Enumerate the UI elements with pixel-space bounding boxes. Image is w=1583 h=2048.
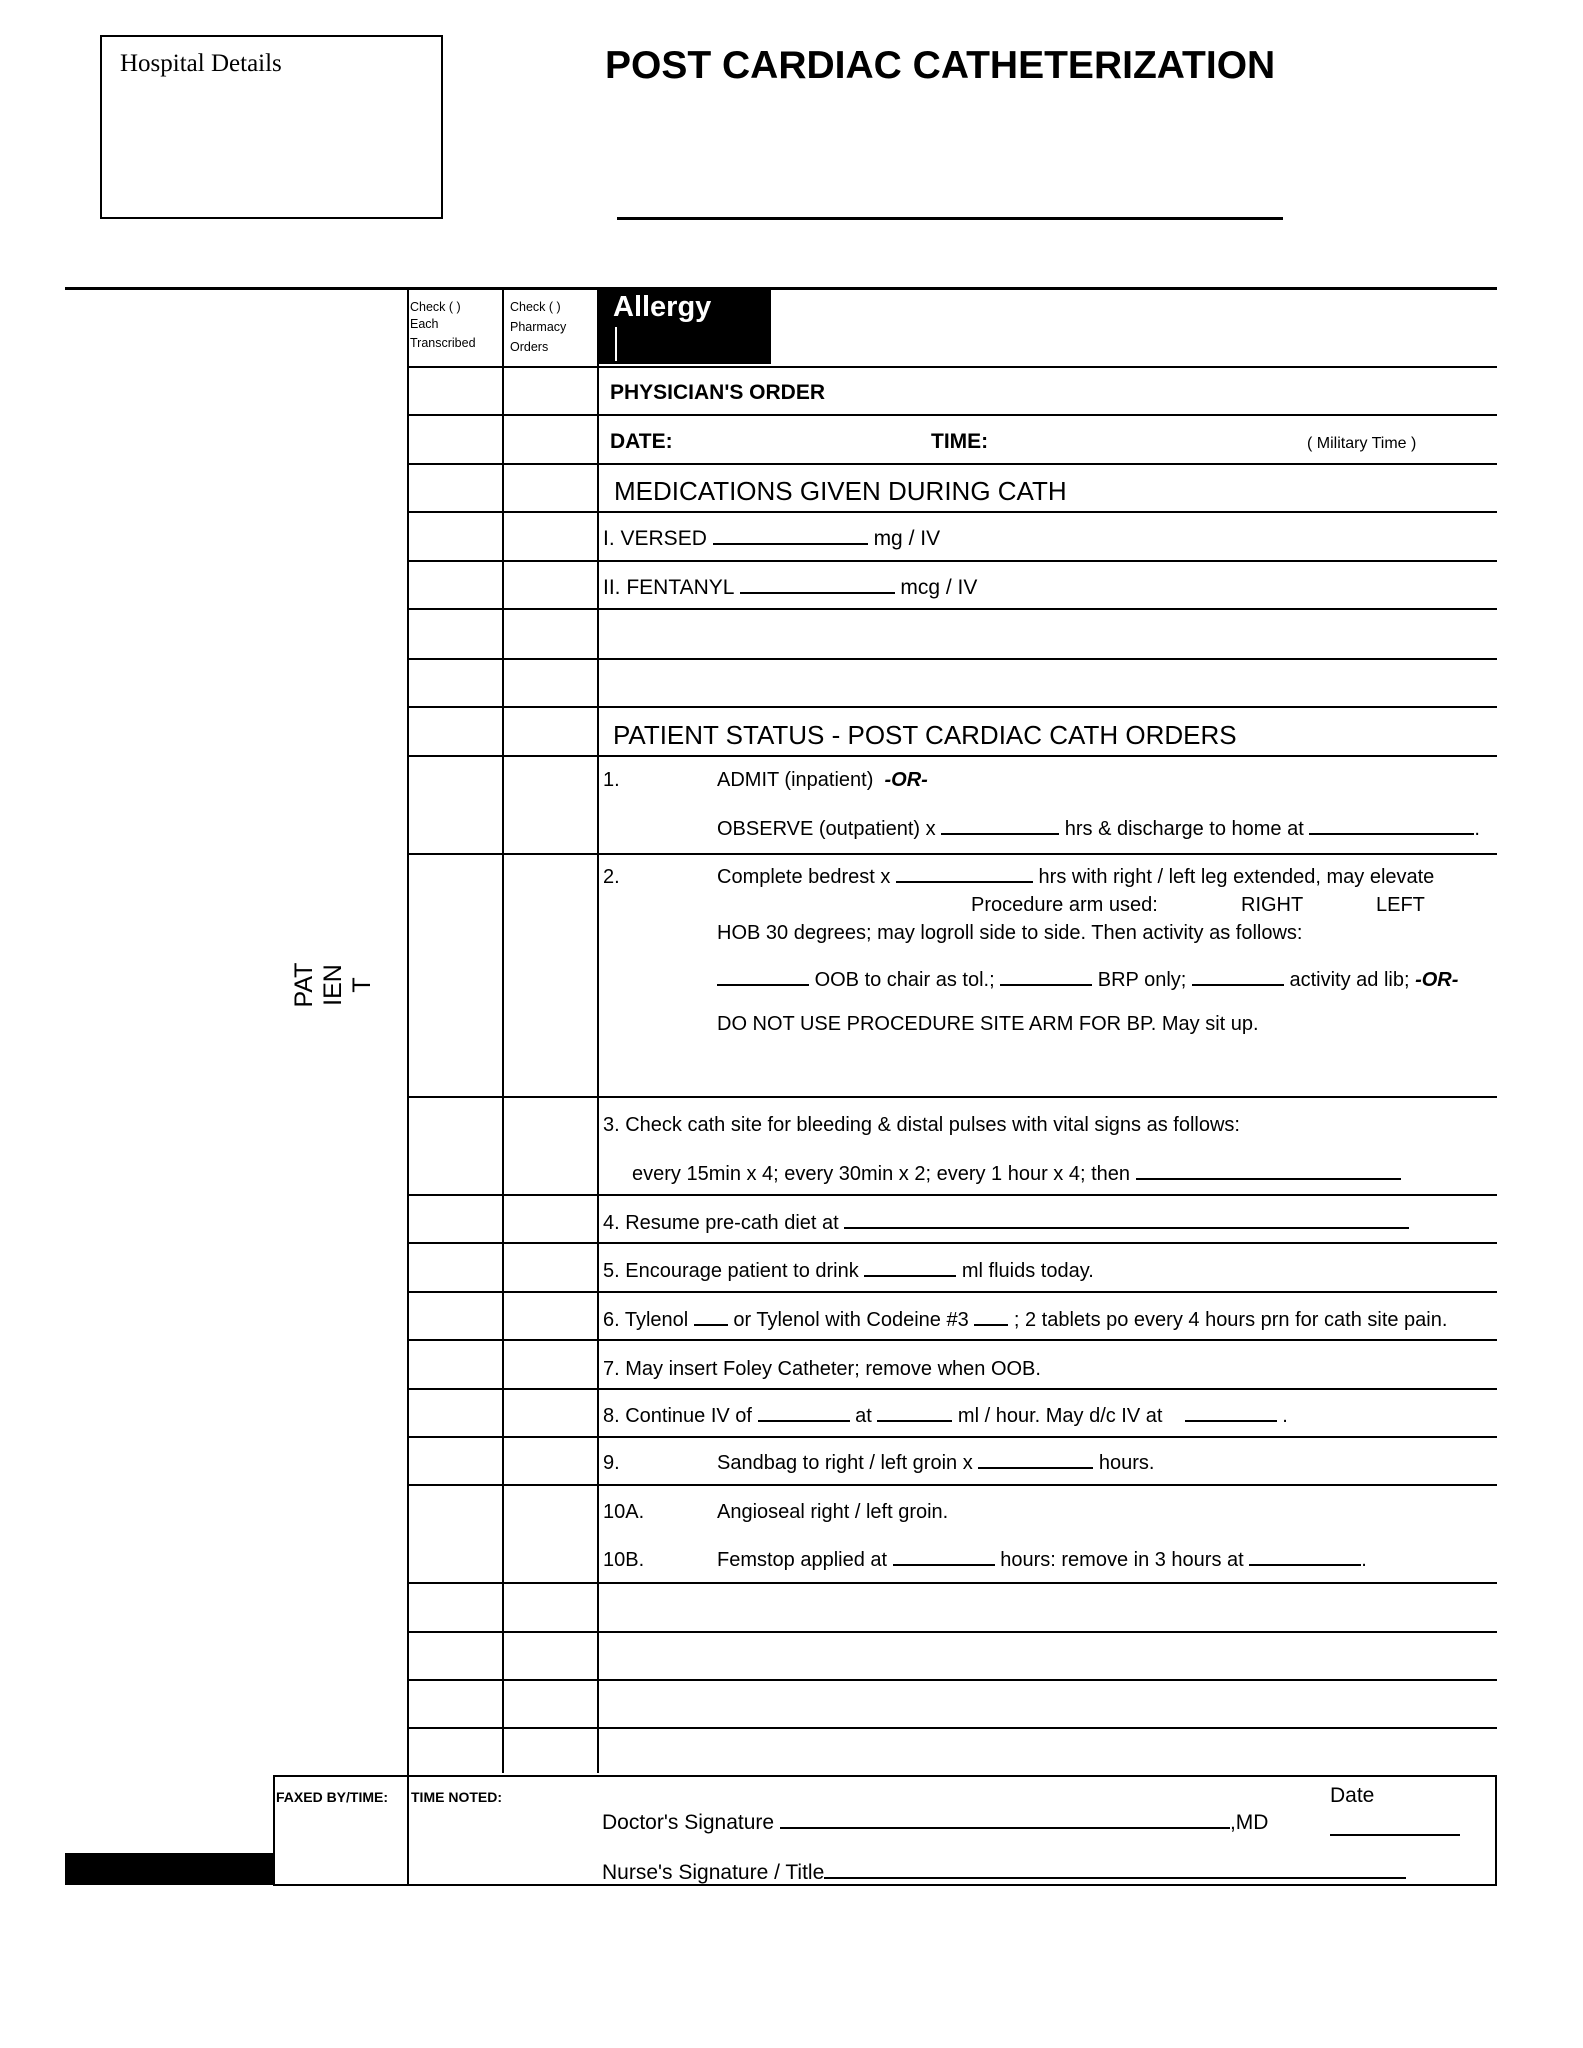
row-rule — [407, 658, 1497, 660]
item10a-angioseal: Angioseal right / left groin. — [717, 1501, 949, 1523]
row-rule — [407, 560, 1497, 562]
row-rule — [407, 1291, 1497, 1293]
nurse-signature-line: Nurse's Signature / Title — [602, 1862, 1406, 1883]
item2-hob: HOB 30 degrees; may logroll side to side. Then activity as follows: — [717, 922, 1303, 944]
row-rule — [407, 608, 1497, 610]
item10a-number: 10A. — [603, 1501, 645, 1523]
page-title: POST CARDIAC CATHETERIZATION — [605, 44, 1276, 87]
versed-order: I. VERSED mg / IV — [603, 527, 941, 550]
row-rule — [407, 366, 1497, 368]
item5-fluids: 5. Encourage patient to drink ml fluids today. — [603, 1260, 1094, 1282]
item2-bedrest: Complete bedrest x hrs with right / left leg extended, may elevate — [717, 866, 1435, 888]
row-rule — [407, 511, 1497, 513]
footer-bottom-rule — [273, 1884, 1497, 1886]
date-signature-blank — [1330, 1834, 1460, 1836]
item2-bp-warning: DO NOT USE PROCEDURE SITE ARM FOR BP. May sit up. — [717, 1013, 1259, 1035]
date-label: DATE: — [610, 430, 673, 453]
item10b-femstop: Femstop applied at hours: remove in 3 hours at . — [717, 1549, 1367, 1571]
title-underline — [617, 217, 1283, 220]
item9-number: 9. — [603, 1452, 620, 1474]
faxed-by-label: FAXED BY/TIME: — [276, 1789, 389, 1805]
row-rule — [407, 414, 1497, 416]
row-rule — [407, 853, 1497, 855]
row-rule — [407, 1096, 1497, 1098]
row-rule — [407, 1436, 1497, 1438]
military-time-note: ( Military Time ) — [1307, 435, 1417, 452]
row-rule — [407, 1727, 1497, 1729]
check-pharmacy-header: Check ( ) Pharmacy Orders — [510, 300, 567, 354]
procedure-arm-left: LEFT — [1376, 894, 1425, 916]
row-rule — [407, 1679, 1497, 1681]
footer-top-rule — [273, 1775, 1497, 1777]
item1-number: 1. — [603, 769, 620, 791]
table-top-rule — [65, 287, 1497, 290]
item1-observe: OBSERVE (outpatient) x hrs & discharge to home at . — [717, 818, 1480, 840]
time-label: TIME: — [931, 430, 989, 453]
hospital-details-label: Hospital Details — [120, 50, 282, 77]
doctor-signature-line: Doctor's Signature ,MD — [602, 1811, 1269, 1834]
footer-black-bar — [65, 1853, 274, 1885]
table-right-edge — [1495, 1775, 1497, 1885]
procedure-arm-label: Procedure arm used: — [971, 894, 1158, 916]
row-rule — [407, 1484, 1497, 1486]
item6-tylenol: 6. Tylenol or Tylenol with Codeine #3 ; 2 tablets po every 4 hours prn for cath site pain. — [603, 1309, 1448, 1331]
row-rule — [407, 755, 1497, 757]
col-divider-1 — [407, 288, 409, 1885]
time-noted-label: TIME NOTED: — [411, 1789, 502, 1805]
row-rule — [407, 1631, 1497, 1633]
patient-status-heading: PATIENT STATUS - POST CARDIAC CATH ORDERS — [613, 720, 1237, 750]
row-rule — [407, 1582, 1497, 1584]
item3-check-site: 3. Check cath site for bleeding & distal pulses with vital signs as follows: — [603, 1114, 1240, 1136]
item1-admit: ADMIT (inpatient) -OR- — [717, 769, 928, 791]
item4-diet: 4. Resume pre-cath diet at — [603, 1213, 1409, 1233]
row-rule — [407, 706, 1497, 708]
row-rule — [407, 1242, 1497, 1244]
fentanyl-order: II. FENTANYL mcg / IV — [603, 576, 978, 599]
item10b-number: 10B. — [603, 1549, 645, 1571]
item7-foley: 7. May insert Foley Catheter; remove when OOB. — [603, 1358, 1041, 1380]
row-rule — [407, 1194, 1497, 1196]
date-signature-label: Date — [1330, 1784, 1375, 1807]
item9-sandbag: Sandbag to right / left groin x hours. — [717, 1452, 1155, 1474]
allergy-cursor — [615, 327, 617, 361]
row-rule — [407, 1339, 1497, 1341]
check-transcribed-header: Check ( ) Each Transcribed — [410, 300, 476, 350]
row-rule — [407, 1388, 1497, 1390]
allergy-label: Allergy — [613, 291, 712, 323]
allergy-box — [599, 289, 771, 364]
physicians-order-heading: PHYSICIAN'S ORDER — [610, 381, 826, 404]
patient-side-label: PAT IEN T — [290, 962, 376, 1008]
item8-iv: 8. Continue IV of at ml / hour. May d/c IV at . — [603, 1405, 1288, 1427]
row-rule — [407, 463, 1497, 465]
item3-schedule: every 15min x 4; every 30min x 2; every 1 hour x 4; then — [632, 1164, 1401, 1184]
procedure-arm-right: RIGHT — [1241, 894, 1304, 916]
medications-heading: MEDICATIONS GIVEN DURING CATH — [614, 476, 1067, 506]
item2-number: 2. — [603, 866, 620, 888]
item2-activity: OOB to chair as tol.; BRP only; activity ad lib; -OR- — [717, 970, 1458, 990]
